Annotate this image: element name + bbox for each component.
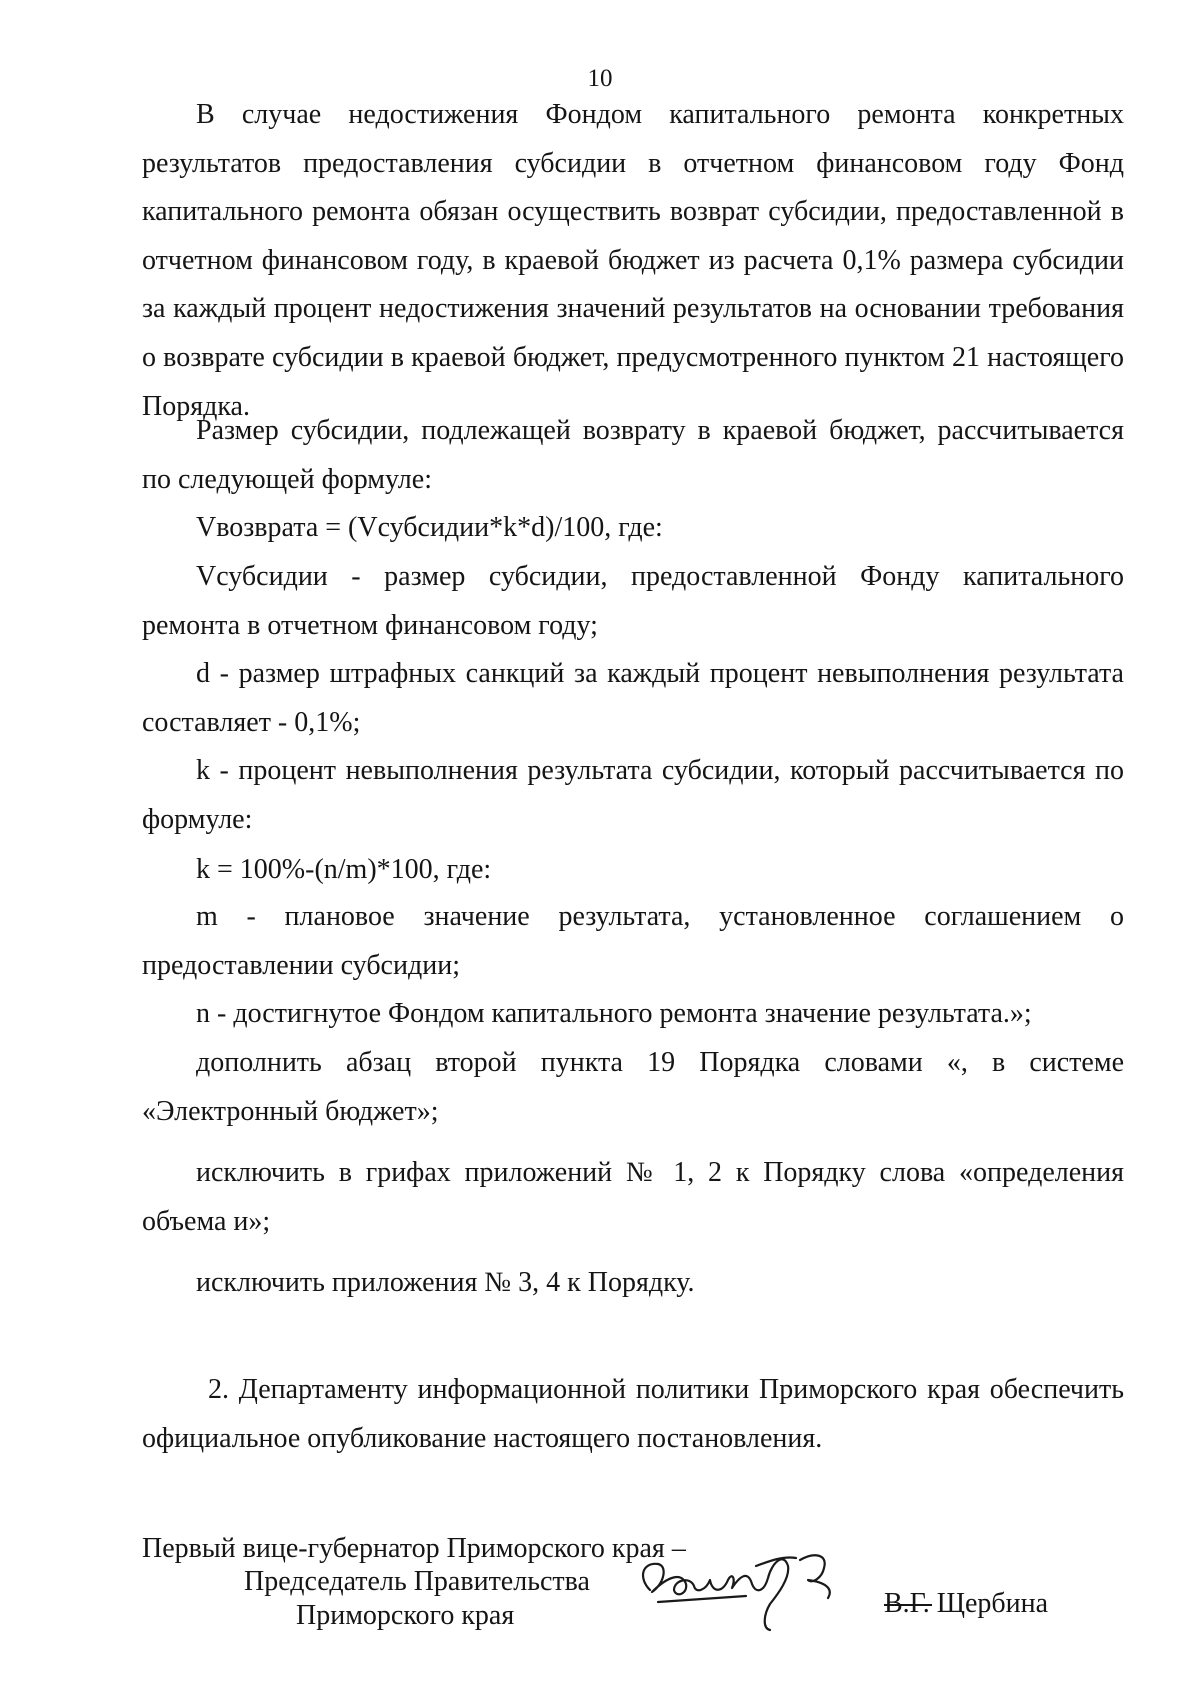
paragraph-def-n: n - достигнутое Фондом капитального ремонта значение результата.»; bbox=[196, 998, 1032, 1029]
page-number: 10 bbox=[587, 65, 613, 92]
paragraph-def-m: m - плановое значение результата, установленное соглашением о предоставлении субсидии; bbox=[142, 901, 1124, 981]
paragraph-exclude-words: исключить в грифах приложений № 1, 2 к Порядку слова «определения объема и»; bbox=[142, 1157, 1124, 1237]
paragraph-def-k: k - процент невыполнения результата субсидии, который рассчитывается по формуле: bbox=[142, 755, 1124, 835]
signatory-title-line1: Первый вице-губернатор Приморского края – bbox=[142, 1533, 686, 1564]
paragraph-refund-size: Размер субсидии, подлежащей возврату в краевой бюджет, рассчитывается по следующей формуле: bbox=[142, 415, 1124, 495]
paragraph-formula-refund: Vвозврата = (Vсубсидии*k*d)/100, где: bbox=[196, 512, 663, 543]
signatory-title-line3: Приморского края bbox=[296, 1600, 515, 1631]
paragraph-def-d: d - размер штрафных санкций за каждый процент невыполнения результата составляет - 0,1%; bbox=[142, 658, 1124, 738]
signatory-title-line2: Председатель Правительства bbox=[244, 1566, 590, 1597]
paragraph-refund-conditions: В случае недостижения Фондом капитального ремонта конкретных результатов предоставления субсидии в отчетном финансовом году Фонд капитального ремонта обязан осуществить возврат субсидии, предоставленной в отчетном финансовом году, в краевой бюджет из расчета 0,1% размера субсидии за каждый процент недостижения значений результатов на основании требования о возврате субсидии в краевой бюджет, предусмотренного пунктом 21 настоящего Порядка. bbox=[142, 99, 1124, 422]
handwritten-signature bbox=[628, 1532, 858, 1642]
paragraph-exclude-appendices: исключить приложения № 3, 4 к Порядку. bbox=[196, 1267, 695, 1298]
paragraph-item-2-publication: 2. Департаменту информационной политики Приморского края обеспечить официальное опубликование настоящего постановления. bbox=[142, 1374, 1124, 1454]
paragraph-amend-item-19: дополнить абзац второй пункта 19 Порядка словами «, в системе «Электронный бюджет»; bbox=[142, 1047, 1124, 1127]
signatory-name: В.Г. Щербина bbox=[884, 1588, 1049, 1619]
paragraph-formula-k: k = 100%-(n/m)*100, где: bbox=[196, 854, 492, 885]
paragraph-def-vsubsidy: Vсубсидии - размер субсидии, предоставленной Фонду капитального ремонта в отчетном финансовом году; bbox=[142, 561, 1124, 641]
